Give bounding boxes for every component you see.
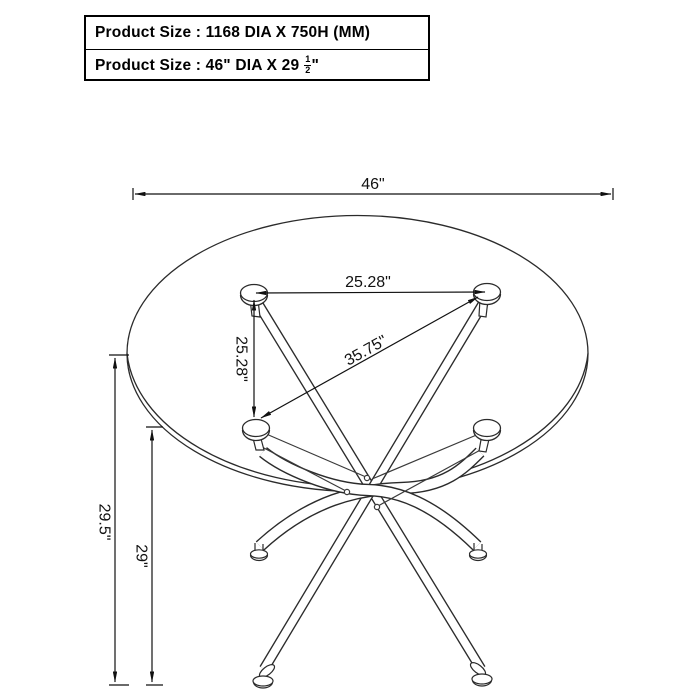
- fraction-denominator: 2: [305, 65, 311, 75]
- hub-bolt: [374, 504, 379, 509]
- dim-label-diameter: 46": [361, 176, 385, 193]
- support-rod: [262, 447, 346, 491]
- disc-bottom-right: [474, 420, 501, 441]
- glide: [253, 676, 273, 686]
- glide: [472, 674, 492, 684]
- hub-bolt: [364, 475, 369, 480]
- disc-top-right: [474, 284, 501, 305]
- disc-face: [474, 420, 501, 437]
- glide: [251, 550, 268, 558]
- disc-face: [243, 420, 270, 437]
- dim-label-overall-height: 29.5": [95, 503, 113, 541]
- dim-diameter: [133, 176, 613, 200]
- dimension-line: [256, 292, 485, 293]
- feet: [251, 543, 493, 688]
- dim-label-underside-height: 29": [132, 544, 150, 568]
- product-size-inch-text: Product Size : 46" DIA X 29: [95, 57, 300, 74]
- dim-label-horizontal: 25.28": [345, 274, 391, 291]
- dim-label-vertical: 25.28": [232, 336, 250, 382]
- leg-mount-stems: [250, 299, 490, 452]
- fraction-numerator: 1: [305, 54, 311, 64]
- glide: [470, 550, 487, 558]
- disc-bottom-left: [243, 420, 270, 441]
- product-size-inch-suffix: ": [311, 57, 320, 74]
- dim-overall-height: [96, 355, 130, 685]
- dim-leg-spacing-horizontal: [256, 274, 485, 293]
- hub-bolt: [344, 489, 349, 494]
- dim-label-diagonal: 35.75": [341, 332, 391, 370]
- dim-underside-height: [133, 427, 164, 685]
- product-size-mm-text: Product Size : 1168 DIA X 750H (MM): [95, 24, 371, 41]
- dim-leg-spacing-vertical: [233, 300, 255, 417]
- leg-mount-discs: [241, 284, 501, 441]
